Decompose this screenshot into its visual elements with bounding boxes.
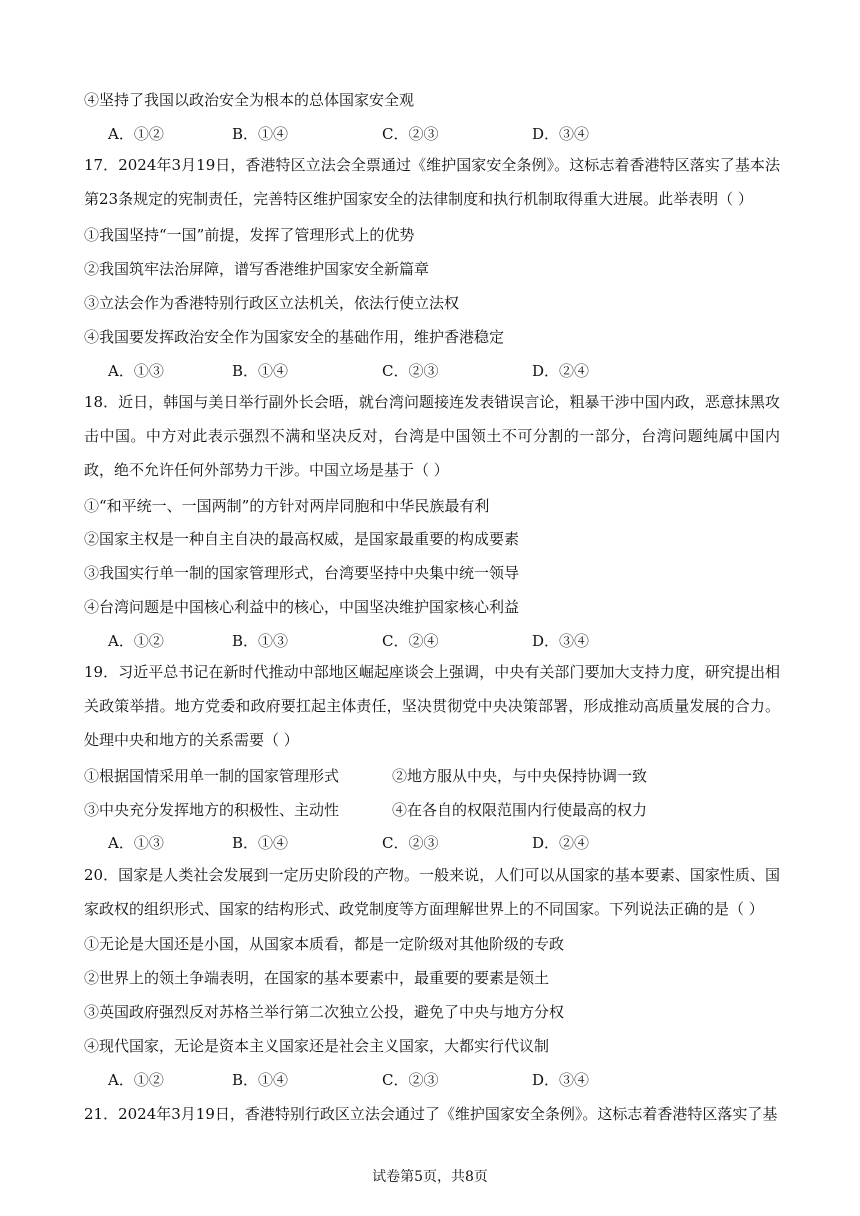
q21-stem: 21．2024年3月19日，香港特别行政区立法会通过了《维护国家安全条例》。这标志着香港特区落实了基	[84, 1105, 778, 1123]
q16-options	[108, 124, 788, 144]
q19-option-c: C．②③	[382, 834, 439, 852]
q19-statements-row-2	[84, 800, 780, 820]
q17-options	[108, 361, 788, 381]
q20-statement-2: ②世界上的领土争端表明，在国家的基本要素中，最重要的要素是领土	[84, 969, 550, 987]
q20-option-c: C．②③	[382, 1071, 439, 1089]
q18-option-c: C．②④	[382, 632, 439, 650]
q19-statement-4: ④在各自的权限范围内行使最高的权力	[392, 801, 648, 819]
q19-statement-1: ①根据国情采用单一制的国家管理形式	[84, 767, 340, 785]
q17-statement-1: ①我国坚持“一国”前提，发挥了管理形式上的优势	[84, 226, 415, 244]
q20-statement-1: ①无论是大国还是小国，从国家本质看，都是一定阶级对其他阶级的专政	[84, 935, 565, 953]
q16-option-c: C．②③	[382, 125, 439, 143]
q19-option-d: D．②④	[532, 834, 590, 852]
q17-stem: 17．2024年3月19日，香港特区立法会全票通过《维护国家安全条例》。这标志着香港特区落实了基本法第23条规定的宪制责任，完善特区维护国家安全的法律制度和执行机制取得重大进展。此举表明（ ）	[84, 156, 780, 208]
q17-statement-4: ④我国要发挥政治安全作为国家安全的基础作用，维护香港稳定	[84, 328, 505, 346]
q18-option-a: A．①②	[108, 632, 164, 650]
q16-option-b: B．①④	[232, 125, 289, 143]
q18-statement-2: ②国家主权是一种自主自决的最高权威，是国家最重要的构成要素	[84, 530, 520, 548]
q18-option-b: B．①③	[232, 632, 289, 650]
q18-statement-3: ③我国实行单一制的国家管理形式，台湾要坚持中央集中统一领导	[84, 564, 520, 582]
q19-option-b: B．①④	[232, 834, 289, 852]
q18-statement-4: ④台湾问题是中国核心利益中的核心，中国坚决维护国家核心利益	[84, 598, 520, 616]
q16-option-a: A．①②	[108, 125, 164, 143]
q19-statement-3: ③中央充分发挥地方的积极性、主动性	[84, 801, 340, 819]
q16-option-d: D．③④	[532, 125, 590, 143]
q17-option-d: D．②④	[532, 362, 590, 380]
q19-statements-row-1	[84, 766, 780, 786]
q20-statement-4: ④现代国家，无论是资本主义国家还是社会主义国家，大都实行代议制	[84, 1037, 550, 1055]
q20-option-b: B．①④	[232, 1071, 289, 1089]
q17-option-c: C．②③	[382, 362, 439, 380]
q20-statement-3: ③英国政府强烈反对苏格兰举行第二次独立公投，避免了中央与地方分权	[84, 1003, 565, 1021]
q19-statement-2: ②地方服从中央，与中央保持协调一致	[392, 767, 648, 785]
q18-option-d: D．③④	[532, 632, 590, 650]
q17-statement-3: ③立法会作为香港特别行政区立法机关，依法行使立法权	[84, 294, 460, 312]
q19-options	[108, 833, 788, 853]
q18-stem: 18．近日，韩国与美日举行副外长会晤，就台湾问题接连发表错误言论，粗暴干涉中国内政，恶意抹黑攻击中国。中方对此表示强烈不满和坚决反对，台湾是中国领土不可分割的一部分，台湾问题纯属中国内政，绝不允许任何外部势力干涉。中国立场是基于（ ）	[84, 393, 780, 479]
q20-option-d: D．③④	[532, 1071, 590, 1089]
q20-options	[108, 1070, 788, 1090]
page-footer: 试卷第5页，共8页	[372, 1169, 488, 1185]
q19-stem: 19．习近平总书记在新时代推动中部地区崛起座谈会上强调，中央有关部门要加大支持力度，研究提出相关政策举措。地方党委和政府要扛起主体责任，坚决贯彻党中央决策部署，形成推动高质量发展的合力。处理中央和地方的关系需要（ ）	[84, 663, 780, 749]
q20-stem: 20．国家是人类社会发展到一定历史阶段的产物。一般来说，人们可以从国家的基本要素、国家性质、国家政权的组织形式、国家的结构形式、政党制度等方面理解世界上的不同国家。下列说法正确的是（ ）	[84, 866, 780, 918]
q17-option-b: B．①④	[232, 362, 289, 380]
q16-statement-4: ④坚持了我国以政治安全为根本的总体国家安全观	[84, 91, 415, 109]
q20-option-a: A．①②	[108, 1071, 164, 1089]
q19-option-a: A．①③	[108, 834, 164, 852]
q18-statement-1: ①“和平统一、一国两制”的方针对两岸同胞和中华民族最有利	[84, 497, 490, 515]
q17-option-a: A．①③	[108, 362, 164, 380]
q18-options	[108, 631, 788, 651]
q17-statement-2: ②我国筑牢法治屏障，谱写香港维护国家安全新篇章	[84, 260, 430, 278]
